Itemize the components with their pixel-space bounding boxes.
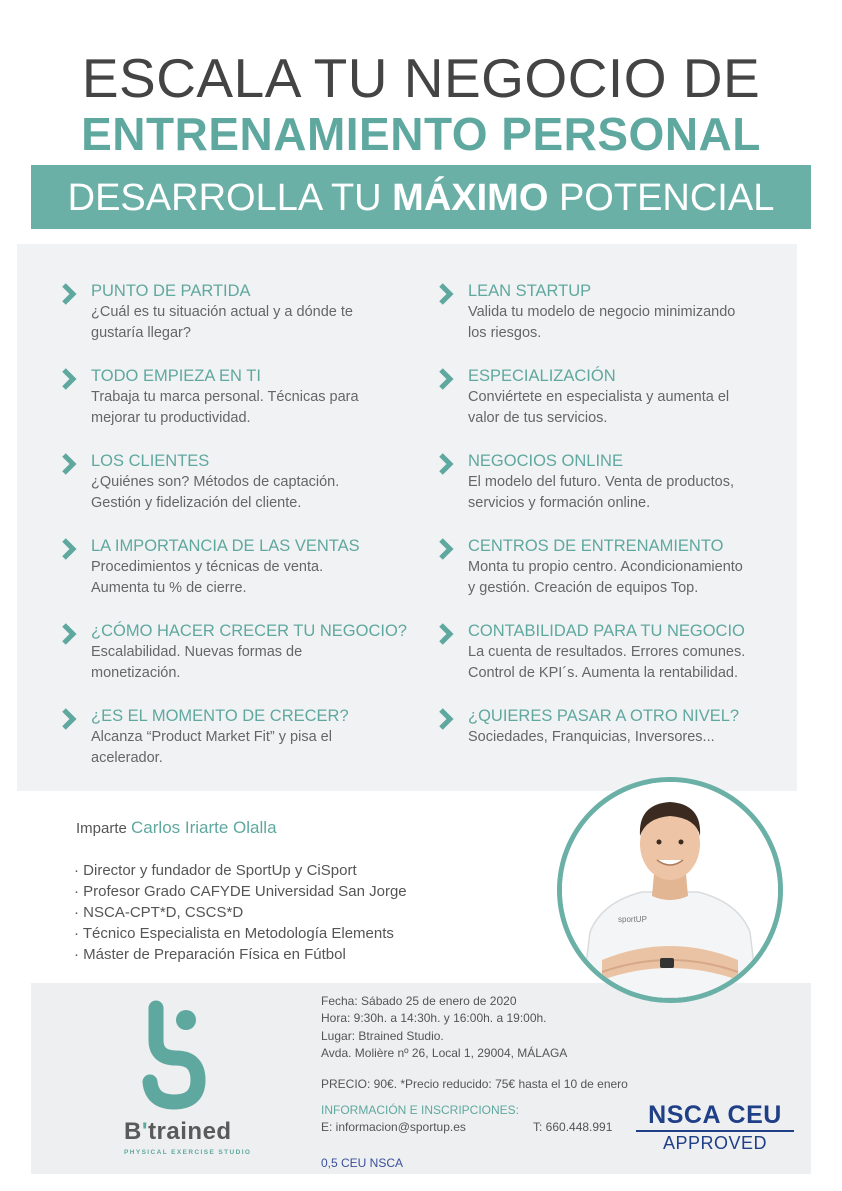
bio-item: · Máster de Preparación Física en Fútbol: [74, 946, 346, 963]
module-item: [91, 280, 421, 344]
chevron-right-icon: [438, 452, 454, 476]
module-item: [91, 450, 421, 514]
module-title: TODO EMPIEZA EN TI: [91, 367, 261, 385]
chevron-right-icon: [438, 282, 454, 306]
instructor-heading: [76, 818, 277, 838]
module-item: [91, 365, 421, 429]
module-desc-line2: gustaría llegar?: [91, 325, 191, 341]
contact-email[interactable]: E: informacion@sportup.es: [321, 1120, 466, 1134]
module-item: [468, 620, 798, 684]
module-desc-line1: ¿Quiénes son? Métodos de captación.: [91, 474, 340, 490]
chevron-right-icon: [61, 622, 77, 646]
chevron-right-icon: [61, 282, 77, 306]
brand-rest: trained: [148, 1118, 232, 1145]
module-desc-line2: Aumenta tu % de cierre.: [91, 580, 247, 596]
event-address: Avda. Molière nº 26, Local 1, 29004, MÁLAGA: [321, 1045, 568, 1060]
chevron-right-icon: [438, 367, 454, 391]
nsca-badge-title: NSCA CEU: [648, 1101, 782, 1129]
module-title: CONTABILIDAD PARA TU NEGOCIO: [468, 622, 745, 640]
event-place: Lugar: Btrained Studio.: [321, 1028, 444, 1043]
bio-item: · NSCA-CPT*D, CSCS*D: [74, 904, 244, 921]
module-desc-line2: Gestión y fidelización del cliente.: [91, 495, 302, 511]
module-desc-line2: Control de KPI´s. Aumenta la rentabilidad.: [468, 665, 739, 681]
module-desc-line1: ¿Cuál es tu situación actual y a dónde te: [91, 304, 353, 320]
instructor-photo: [557, 777, 783, 1003]
module-desc-line2: y gestión. Creación de equipos Top.: [468, 580, 699, 596]
module-title: LOS CLIENTES: [91, 452, 210, 470]
module-title: PUNTO DE PARTIDA: [91, 282, 251, 300]
module-item: [468, 365, 798, 429]
brand-b: B: [124, 1118, 142, 1145]
chevron-right-icon: [61, 537, 77, 561]
module-desc-line2: servicios y formación online.: [468, 495, 651, 511]
module-desc-line1: Procedimientos y técnicas de venta.: [91, 559, 324, 575]
module-title: ¿ES EL MOMENTO DE CRECER?: [91, 707, 349, 725]
nsca-approved-badge: [634, 1101, 796, 1154]
banner-text-bold: MÁXIMO: [392, 177, 549, 219]
event-date: Fecha: Sábado 25 de enero de 2020: [321, 994, 517, 1008]
module-desc-line1: Escalabilidad. Nuevas formas de: [91, 644, 303, 660]
module-item: [468, 450, 798, 514]
brand-name: [124, 1118, 232, 1146]
module-desc-line2: valor de tus servicios.: [468, 410, 608, 426]
event-time: Hora: 9:30h. a 14:30h. y 16:00h. a 19:00h.: [321, 1011, 547, 1026]
module-title: ESPECIALIZACIÓN: [468, 367, 616, 385]
headline-line2: ENTRENAMIENTO PERSONAL: [81, 108, 761, 160]
instructor-bio-list: [74, 860, 407, 965]
module-desc-line1: Monta tu propio centro. Acondicionamiento: [468, 559, 743, 575]
instructor-name: Carlos Iriarte Olalla: [131, 818, 277, 837]
ceu-credits: 0,5 CEU NSCA: [321, 1156, 404, 1170]
brand-apostrophe: ': [141, 1118, 149, 1145]
bio-item: · Director y fundador de SportUp y CiSport: [74, 862, 357, 879]
module-desc-line1: El modelo del futuro. Venta de productos,: [468, 474, 735, 490]
event-details: [321, 993, 567, 1062]
instructor-prefix: Imparte: [76, 820, 132, 837]
module-desc-line1: La cuenta de resultados. Errores comunes.: [468, 644, 746, 660]
banner-text-post: POTENCIAL: [548, 177, 775, 219]
module-item: [91, 705, 421, 769]
module-desc-line2: acelerador.: [91, 750, 163, 766]
bio-item: · Profesor Grado CAFYDE Universidad San Jorge: [74, 883, 407, 900]
banner-text-pre: DESARROLLA TU: [67, 177, 393, 219]
module-item: [468, 280, 798, 344]
module-title: CENTROS DE ENTRENAMIENTO: [468, 537, 724, 555]
shirt-logo-text: sportUP: [618, 915, 647, 924]
info-heading: INFORMACIÓN E INSCRIPCIONES:: [321, 1103, 520, 1117]
chevron-right-icon: [438, 537, 454, 561]
module-item: [91, 535, 421, 599]
module-desc-line2: los riesgos.: [468, 325, 542, 341]
module-item: [91, 620, 421, 684]
module-item: [468, 535, 798, 599]
bio-item: · Técnico Especialista en Metodología Elements: [74, 925, 394, 942]
chevron-right-icon: [438, 707, 454, 731]
event-price: PRECIO: 90€. *Precio reducido: 75€ hasta el 10 de enero: [321, 1077, 628, 1091]
module-desc-line1: Alcanza “Product Market Fit” y pisa el: [91, 729, 332, 745]
person-illustration-icon: [562, 782, 778, 998]
module-title: LA IMPORTANCIA DE LAS VENTAS: [91, 537, 360, 555]
module-desc-line1: Trabaja tu marca personal. Técnicas para: [91, 389, 359, 405]
chevron-right-icon: [61, 707, 77, 731]
module-title: ¿CÓMO HACER CRECER TU NEGOCIO?: [91, 622, 407, 640]
headline-line1: ESCALA TU NEGOCIO DE: [81, 47, 761, 109]
chevron-right-icon: [438, 622, 454, 646]
btrained-logo-icon: [118, 1000, 218, 1110]
contact-phone[interactable]: T: 660.448.991: [533, 1120, 613, 1134]
module-desc-line2: monetización.: [91, 665, 181, 681]
chevron-right-icon: [61, 452, 77, 476]
chevron-right-icon: [61, 367, 77, 391]
module-item: [468, 705, 798, 748]
module-title: LEAN STARTUP: [468, 282, 592, 300]
module-desc-line1: Conviértete en especialista y aumenta el: [468, 389, 730, 405]
nsca-badge-subtitle: APPROVED: [662, 1133, 768, 1153]
brand-tagline: PHYSICAL EXERCISE STUDIO: [124, 1149, 252, 1156]
module-desc-line1: Valida tu modelo de negocio minimizando: [468, 304, 736, 320]
module-title: ¿QUIERES PASAR A OTRO NIVEL?: [468, 707, 740, 725]
module-desc-line2: mejorar tu productividad.: [91, 410, 251, 426]
subtitle-banner: [31, 165, 811, 229]
module-title: NEGOCIOS ONLINE: [468, 452, 623, 470]
module-desc-line1: Sociedades, Franquicias, Inversores...: [468, 729, 715, 745]
